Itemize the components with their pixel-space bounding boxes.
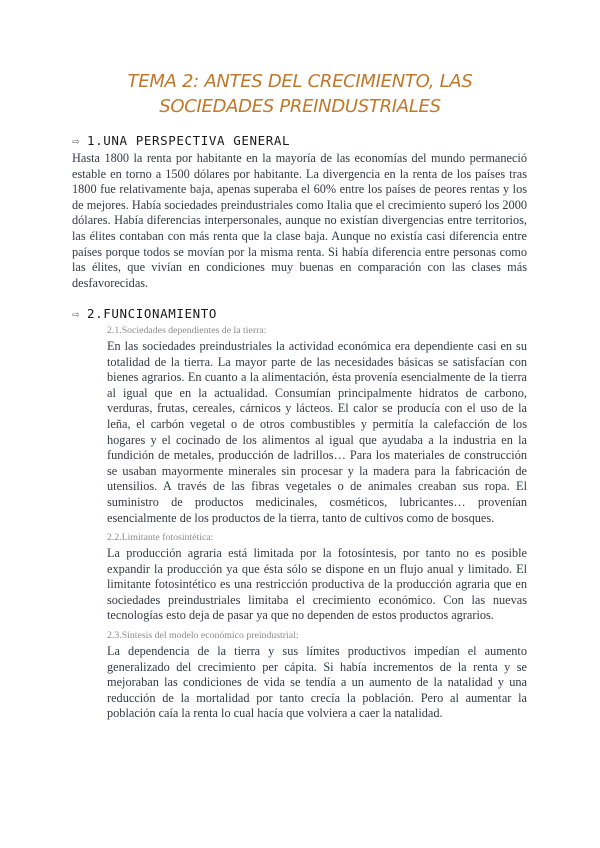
subsection-heading: 2.1.Sociedades dependientes de la tierra: [107,325,267,336]
subsection-heading: 2.3.Síntesis del modelo económico preindustrial: [107,630,299,641]
section-heading-label: 1.UNA PERSPECTIVA GENERAL [87,133,291,148]
section-heading-label: 2.FUNCIONAMIENTO [87,306,218,321]
subsection-paragraph: La producción agraria está limitada por la fotosíntesis, por tanto no es posible expandir la producción ya que ésta sólo se dispone en un flujo anual y limitado. El limitante fotosintético es una restricción productiva de la producción agraria que en sociedades preindustriales limitaba el crecimiento económico. Con las nuevas tecnologías esto deja de pasar ya que no dependen de estos productos agrarios. [107,546,527,623]
section-heading-funcionamiento [72,306,217,321]
subsection-paragraph: La dependencia de la tierra y sus límites productivos impedían el aumento generalizado del crecimiento per cápita. Si había incrementos de la renta y se mejoraban las condiciones de vida se tendía a un aumento de la natalidad y una reducción de la mortalidad por tanto crecía la población. Pero al aumentar la población caía la renta lo cual hacía que volviera a caer la natalidad. [107,644,527,721]
section-paragraph: Hasta 1800 la renta por habitante en la mayoría de las economías del mundo permaneció estable en torno a 1500 dólares por habitante. La divergencia en la renta de los países tras 1800 fue relativamente baja, apenas superaba el 60% entre los países de peores rentas y los de mejores. Había sociedades preindustriales como Italia que el crecimiento superó los 2000 dólares. Había diferencias interpersonales, aunque no existían divergencias entre territorios, las élites contaban con más renta que la clase baja. Aunque no existía casi diferencia entre países porque todos se movían por la misma renta. Si había diferencia entre personas como las élites, que vivían en condiciones muy buenas en comparación con las clases más desfavorecidas. [72,151,527,290]
section-heading-perspectiva [72,133,290,148]
subsection-heading: 2.2.Limitante fotosintética: [107,532,214,543]
arrow-right-icon: ⇨ [72,307,80,321]
arrow-right-icon: ⇨ [72,134,80,148]
page-title: TEMA 2: ANTES DEL CRECIMIENTO, LAS SOCIEDADES PREINDUSTRIALES [127,71,473,117]
subsection-paragraph: En las sociedades preindustriales la actividad económica era dependiente casi en su totalidad de la tierra. La mayor parte de las necesidades básicas se satisfacían con bienes agrarios. En cuanto a la alimentación, ésta provenía esencialmente de la tierra al igual que en la actualidad. Consumían principalmente hidratos de carbono, verduras, frutas, cereales, cárnicos y lácteos. El calor se producía con el uso de la leña, el carbón vegetal o de otros combustibles y permitía la calefacción de los hogares y el cocinado de los alimentos al igual que ayudaba a la industria en la fundición de metales, producción de ladrillos… Para los materiales de construcción se usaban mayormente minerales sin procesar y la madera para la fabricación de utensilios. A través de las fibras vegetales o de animales creaban sus ropa. El suministro de productos medicinales, cosméticos, lubricantes… provenían esencialmente de los productos de la tierra, tanto de cultivos como de bosques. [107,339,527,525]
